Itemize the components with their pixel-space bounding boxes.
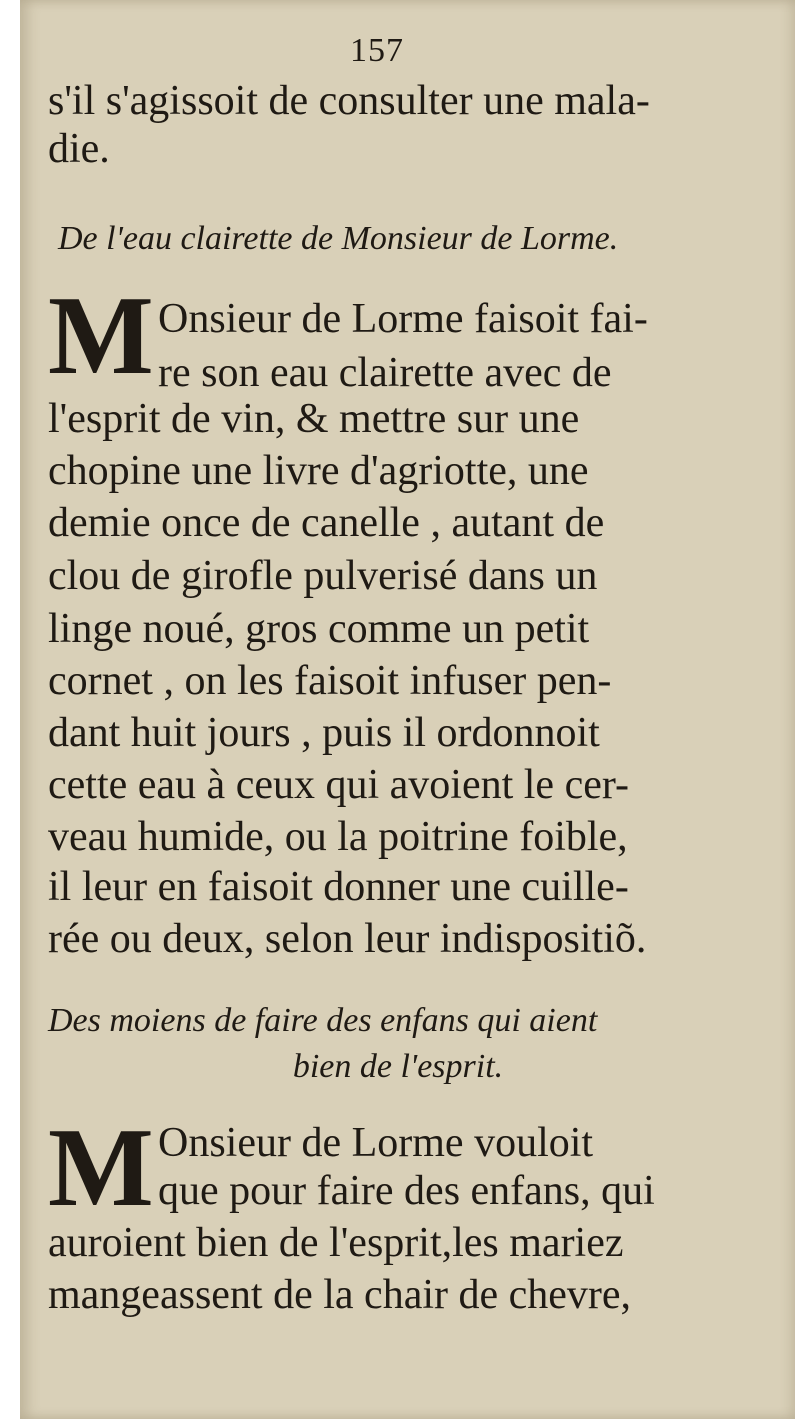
text-line: veau humide, ou la poitrine foible,: [48, 814, 628, 860]
section-heading: Des moiens de faire des enfans qui aient: [48, 1002, 598, 1039]
text-line: re son eau clairette avec de: [158, 350, 612, 396]
book-page: [20, 0, 795, 1419]
text-line: clou de girofle pulverisé dans un: [48, 553, 598, 599]
text-line: Onsieur de Lorme faisoit fai-: [158, 296, 648, 342]
text-line: linge noué, gros comme un petit: [48, 606, 590, 652]
text-line: chopine une livre d'agriotte, une: [48, 448, 589, 494]
text-line: l'esprit de vin, & mettre sur une: [48, 396, 580, 442]
text-line: die.: [48, 126, 110, 172]
text-line: cette eau à ceux qui avoient le cer-: [48, 762, 629, 808]
text-line: Onsieur de Lorme vouloit: [158, 1120, 594, 1166]
text-line: s'il s'agissoit de consulter une mala-: [48, 78, 650, 124]
text-line: mangeassent de la chair de chevre,: [48, 1272, 632, 1318]
section-heading: bien de l'esprit.: [292, 1048, 504, 1085]
drop-cap: M: [48, 274, 154, 398]
section-heading: De l'eau clairette de Monsieur de Lorme.: [58, 220, 619, 257]
text-line: il leur en faisoit donner une cuille-: [48, 864, 629, 910]
text-line: demie once de canelle , autant de: [48, 500, 605, 546]
text-line: dant huit jours , puis il ordonnoit: [48, 710, 600, 756]
text-line: cornet , on les faisoit infuser pen-: [48, 658, 612, 704]
text-line: auroient bien de l'esprit,les mariez: [48, 1220, 624, 1266]
text-line: rée ou deux, selon leur indispositiõ.: [48, 916, 647, 962]
drop-cap: M: [48, 1106, 154, 1230]
text-line: que pour faire des enfans, qui: [158, 1168, 655, 1214]
page-number: 157: [350, 32, 404, 69]
